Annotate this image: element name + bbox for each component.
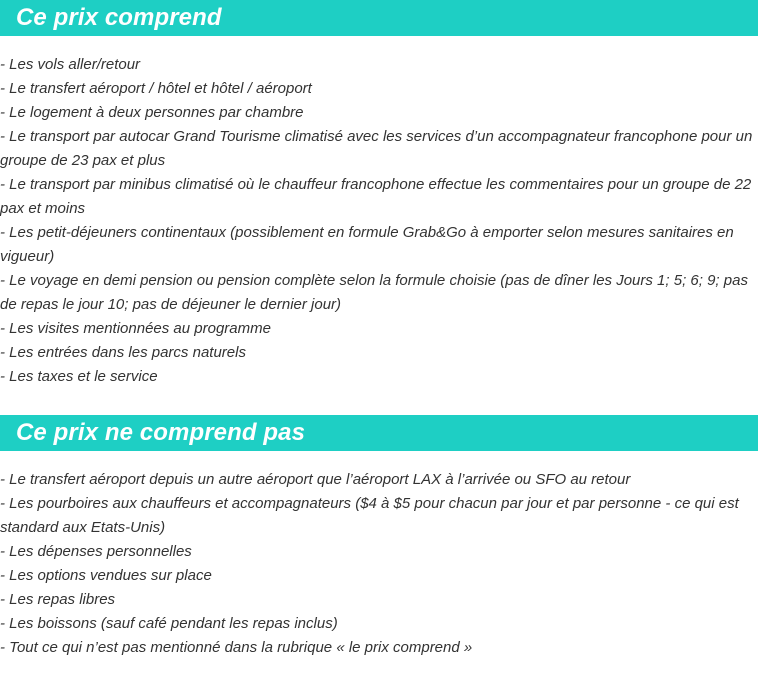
price-excludes-header [0, 415, 758, 451]
list-item: - Le voyage en demi pension ou pension complète selon la formule choisie (pas de dîner les Jours 1; 5; 6; 9; pas de repas le jour 10; pas de déjeuner le dernier jour) [0, 272, 748, 313]
price-excludes-title: Ce prix ne comprend pas [16, 419, 306, 446]
list-item: - Les petit-déjeuners continentaux (possiblement en formule Grab&Go à emporter selon mesures sanitaires en vigueur) [0, 224, 734, 265]
price-includes-title: Ce prix comprend [16, 4, 222, 31]
list-item: - Le logement à deux personnes par chambre [0, 104, 304, 121]
list-item: - Les repas libres [0, 591, 116, 608]
list-item: - Les taxes et le service [0, 368, 158, 385]
price-includes-header [0, 0, 758, 36]
list-item: - Les boissons (sauf café pendant les repas inclus) [0, 615, 338, 632]
list-item: - Le transport par minibus climatisé où le chauffeur francophone effectue les commentaires pour un groupe de 22 pax et moins [0, 176, 752, 217]
list-item: - Tout ce qui n’est pas mentionné dans la rubrique « le prix comprend » [0, 639, 473, 656]
list-item: - Les options vendues sur place [0, 567, 212, 584]
list-item: - Le transport par autocar Grand Tourisme climatisé avec les services d’un accompagnateur francophone pour un groupe de 23 pax et plus [0, 128, 753, 169]
list-item: - Les entrées dans les parcs naturels [0, 344, 246, 361]
price-includes-list [0, 53, 758, 389]
list-item: - Les vols aller/retour [0, 56, 141, 73]
list-item: - Les dépenses personnelles [0, 543, 192, 560]
list-item: - Les pourboires aux chauffeurs et accompagnateurs ($4 à $5 pour chacun par jour et par personne - ce qui est standard aux Etats-Unis) [0, 495, 739, 536]
price-excludes-list [0, 468, 758, 660]
list-item: - Le transfert aéroport depuis un autre aéroport que l’aéroport LAX à l’arrivée ou SFO au retour [0, 471, 631, 488]
list-item: - Le transfert aéroport / hôtel et hôtel / aéroport [0, 80, 312, 97]
list-item: - Les visites mentionnées au programme [0, 320, 271, 337]
price-excludes-section [0, 415, 758, 660]
